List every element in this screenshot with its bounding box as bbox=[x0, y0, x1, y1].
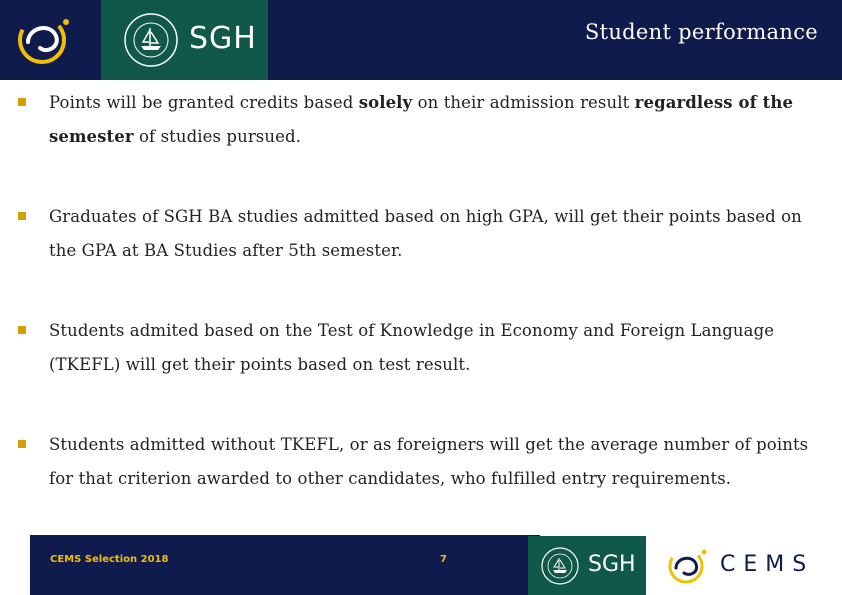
footer-sgh-logo bbox=[528, 536, 646, 595]
bullet-square-icon bbox=[18, 326, 26, 334]
bullet-segment: Points will be granted credits based bbox=[49, 93, 359, 112]
bullet-text bbox=[49, 428, 824, 496]
bullet-text bbox=[49, 86, 824, 154]
footer-sgh-text: SGH bbox=[588, 552, 636, 577]
sgh-seal-icon bbox=[123, 12, 179, 68]
sgh-logo-text: SGH bbox=[189, 21, 257, 56]
sgh-seal-icon bbox=[540, 546, 580, 586]
page-number: 7 bbox=[440, 554, 447, 565]
footer-bar bbox=[30, 535, 540, 595]
sgh-logo bbox=[101, 0, 268, 80]
bullet-square-icon bbox=[18, 212, 26, 220]
bullet-segment-bold: regardless of the semester bbox=[49, 93, 794, 146]
bullet-segment: Students admited based on the Test of Knowledge in Economy and Foreign Language (TKEFL) will get their points based on test result. bbox=[49, 321, 775, 374]
footer-event-label: CEMS Selection 2018 bbox=[50, 554, 169, 565]
bullet-segment-bold: solely bbox=[358, 93, 413, 112]
footer-cems-text: CEMS bbox=[720, 552, 815, 577]
header-bar bbox=[0, 0, 842, 80]
bullet-segment: of studies pursued. bbox=[133, 127, 301, 146]
bullet-segment: Students admitted without TKEFL, or as foreigners will get the average number of points for that criterion awarded to other candidates, who fulfilled entry requirements. bbox=[49, 435, 809, 488]
bullet-text bbox=[49, 200, 824, 268]
cems-logo-icon bbox=[10, 8, 86, 70]
bullet-square-icon bbox=[18, 98, 26, 106]
bullet-segment: on their admission result bbox=[412, 93, 635, 112]
bullet-square-icon bbox=[18, 440, 26, 448]
bullet-segment: Graduates of SGH BA studies admitted based on high GPA, will get their points based on the GPA at BA Studies after 5th semester. bbox=[49, 207, 802, 260]
bullet-text bbox=[49, 314, 824, 382]
footer-cems-logo bbox=[664, 544, 834, 588]
page-title: Student performance bbox=[584, 20, 818, 44]
cems-logo-icon bbox=[664, 544, 712, 588]
